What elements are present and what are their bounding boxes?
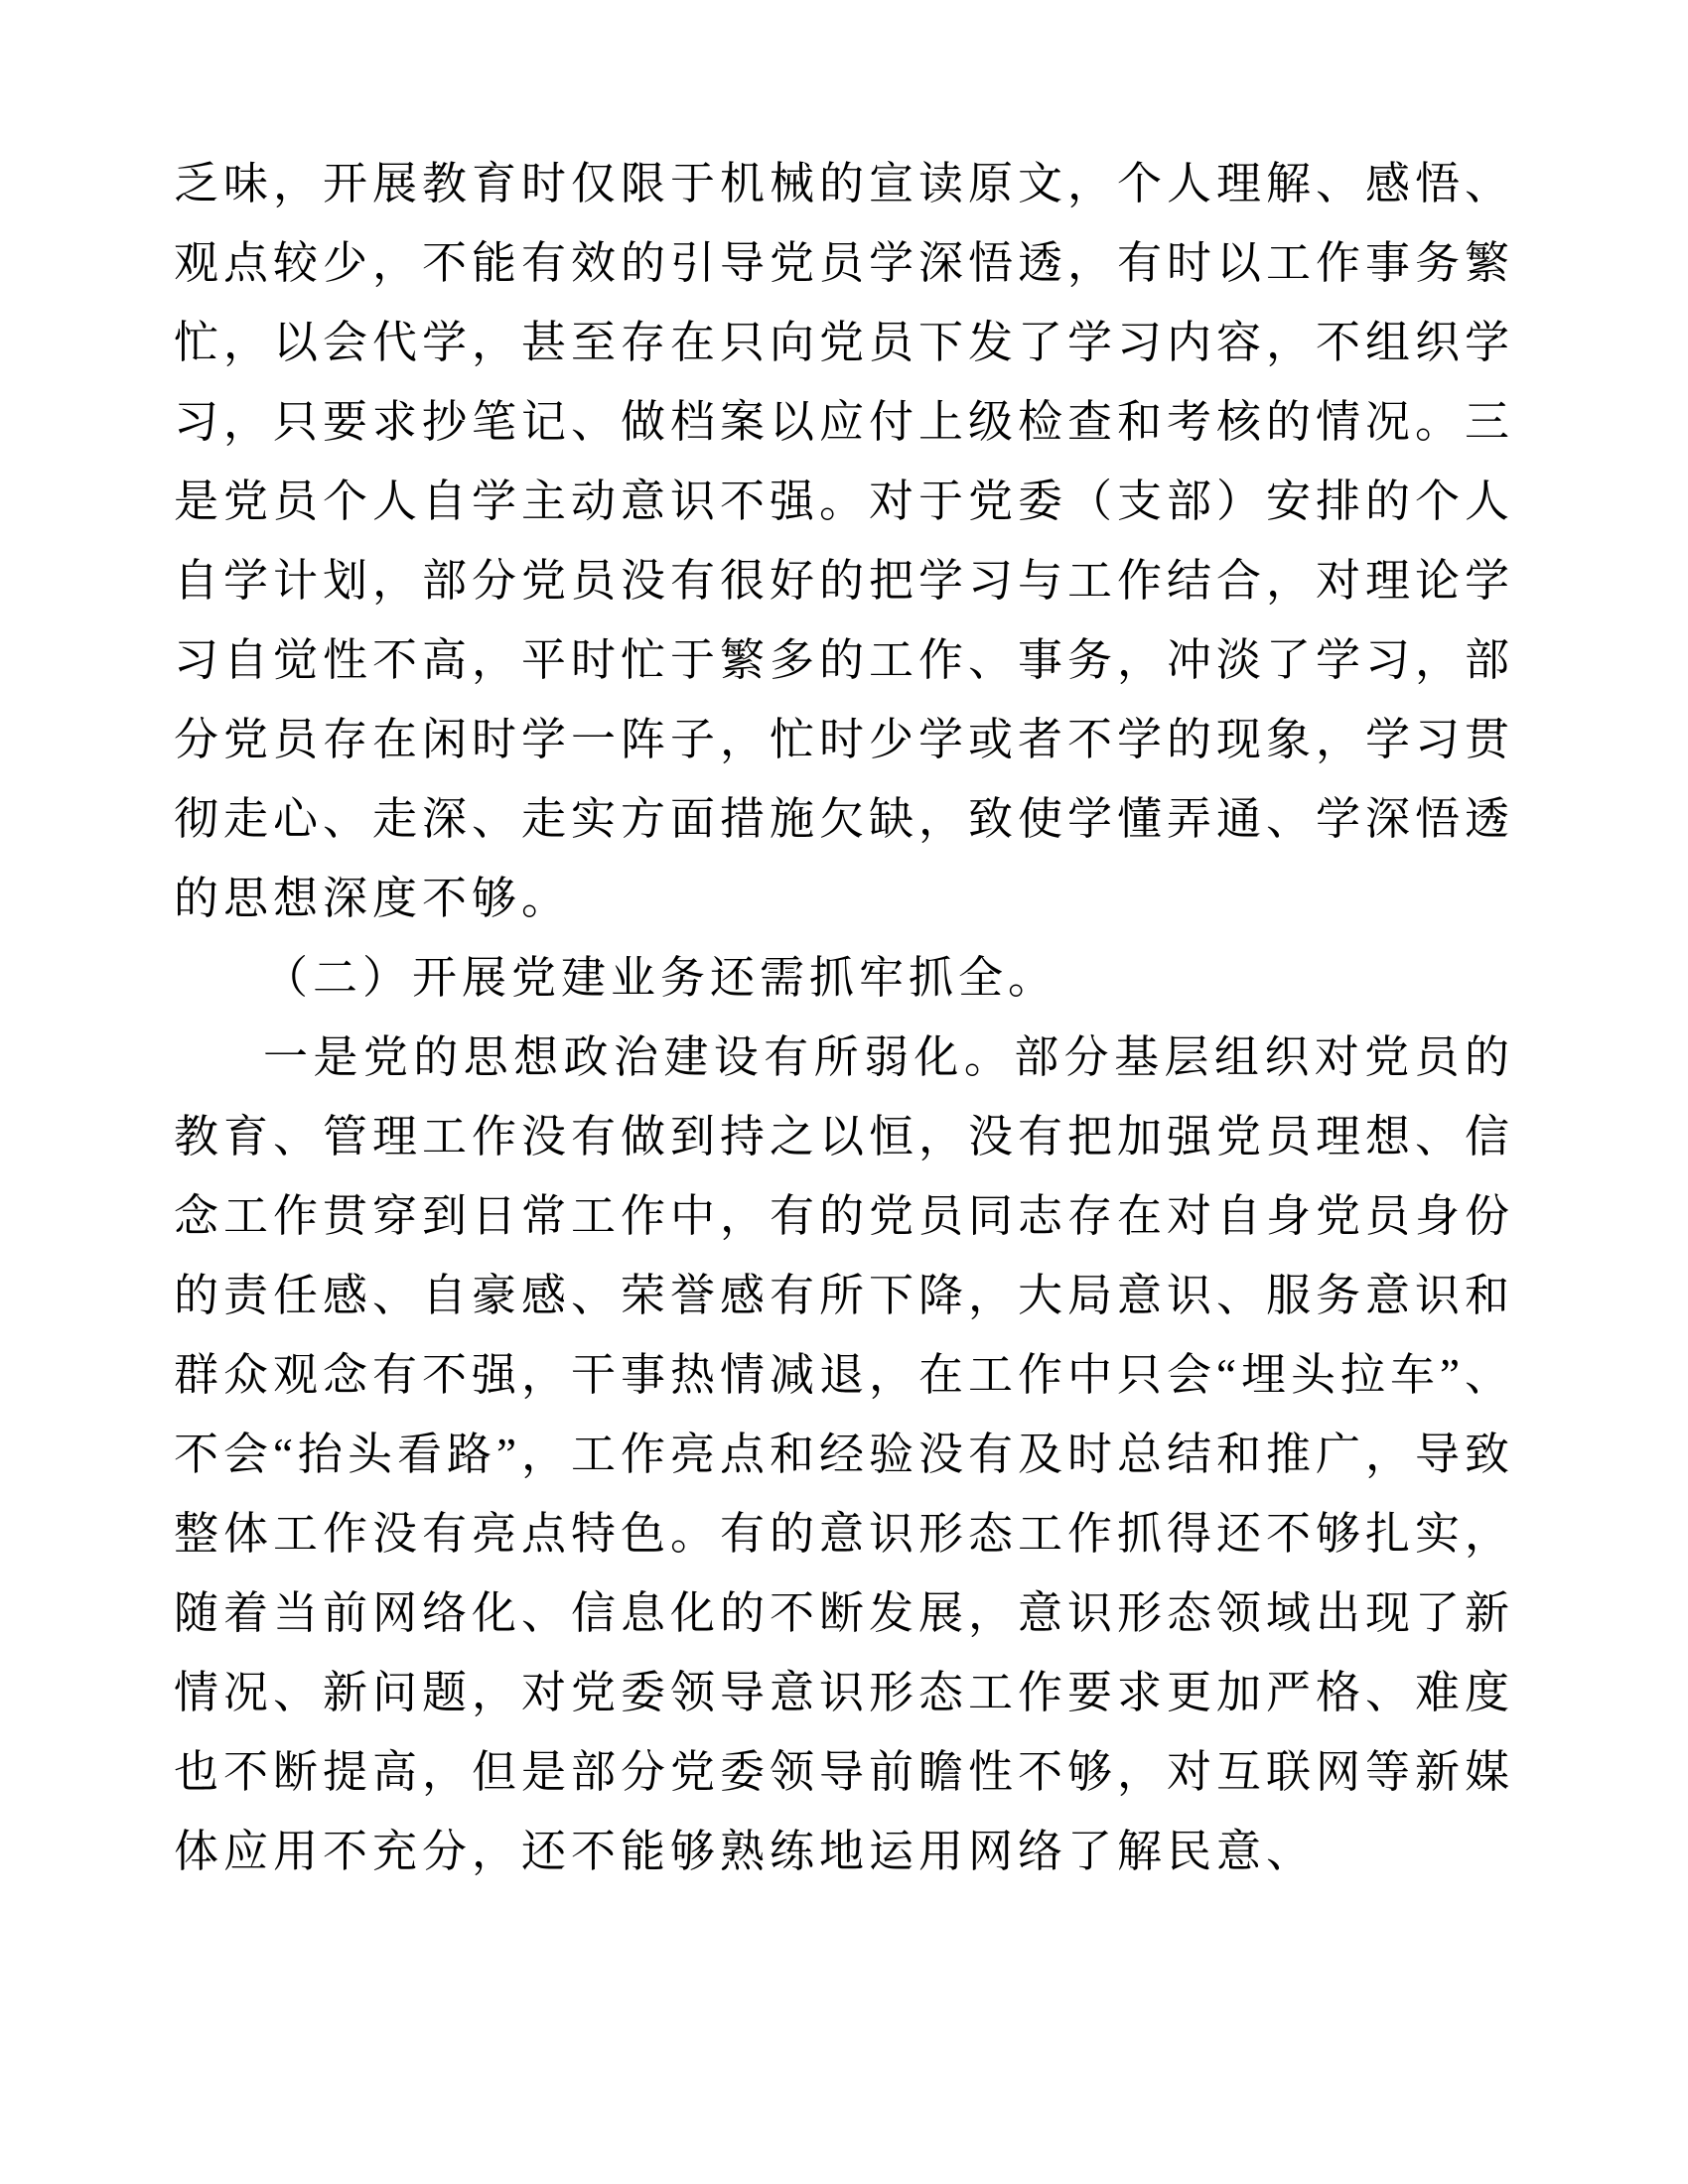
section-heading: （二）开展党建业务还需抓牢抓全。 [263,953,1058,1003]
paragraph-body: 一是党的思想政治建设有所弱化。部分基层组织对党员的教育、管理工作没有做到持之以恒，没有把加强党员理想、信念工作贯穿到日常工作中，有的党员同志存在对自身党员身份的责任感、自豪感、荣誉感有所下降，大局意识、服务意识和群众观念有不强，干事热情减退，在工作中只会“埋头拉车”、不会“抬头看路”，工作亮点和经验没有及时总结和推广，导致整体工作没有亮点特色。有的意识形态工作抓得还不够扎实，随着当前网络化、信息化的不断发展，意识形态领域出现了新情况、新问题，对党委领导意识形态工作要求更加严格、难度也不断提高，但是部分党委领导前瞻性不够，对互联网等新媒体应用不充分，还不能够熟练地运用网络了解民意、 [174,1032,1515,1876]
paragraph-continuation: 乏味，开展教育时仅限于机械的宣读原文，个人理解、感悟、观点较少，不能有效的引导党员学深悟透，有时以工作事务繁忙，以会代学，甚至存在只向党员下发了学习内容，不组织学习，只要求抄笔记、做档案以应付上级检查和考核的情况。三是党员个人自学主动意识不强。对于党委（支部）安排的个人自学计划，部分党员没有很好的把学习与工作结合，对理论学习自觉性不高，平时忙于繁多的工作、事务，冲淡了学习，部分党员存在闲时学一阵子，忙时少学或者不学的现象，学习贯彻走心、走深、走实方面措施欠缺，致使学懂弄通、学深悟透的思想深度不够。 [174,159,1515,923]
document-body [174,144,1514,1891]
